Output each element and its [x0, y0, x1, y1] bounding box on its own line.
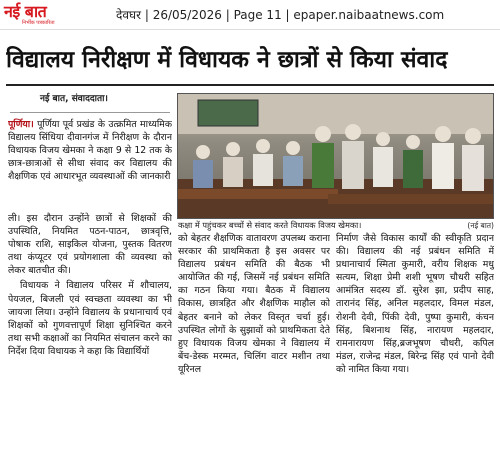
article-lead-text: पूर्णिया पूर्व प्रखंड के उत्क्रमित माध्यमिक विद्यालय सिंधिया दीवानगंज में निरीक्षण के दौरान विधायक विजय खेमका ने कक्षा 9 से 12 तक के छात्र-छात्राओं से सीधा संवाद कर विद्यालय की शैक्षणिक एवं आधारभूत व्यवस्थाओं की जानकारी — [8, 119, 172, 183]
article-column-1 — [8, 212, 172, 458]
byline-divider — [10, 112, 170, 113]
article-photo — [177, 93, 494, 219]
newspaper-logo — [4, 1, 112, 29]
masthead — [0, 0, 500, 30]
article-paragraph: ली। इस दौरान उन्होंने छात्रों से शिक्षकों की उपस्थिति, नियमित पठन-पाठन, छात्रवृत्ति, पोषाक राशि, साइकिल योजना, पुस्तक वितरण तथा कंप्यूटर एवं प्रयोगशाला की व्यवस्था को लेकर बातचीत की। — [8, 213, 172, 277]
page-number: Page 11 — [233, 8, 282, 22]
photo-caption-text: कक्षा में पहुंचकर बच्चों से संवाद करते विधायक विजय खेमका। — [178, 220, 362, 230]
logo-tagline: निर्भीक पत्रकारिता — [22, 20, 55, 26]
meta-separator: | — [281, 8, 294, 22]
meta-separator: | — [141, 8, 153, 22]
meta-separator: | — [221, 8, 234, 22]
edition-date: 26/05/2026 — [152, 8, 222, 22]
edition-meta — [116, 6, 444, 23]
article-column-2 — [178, 232, 330, 458]
photo-credit: (नई बात) — [467, 221, 494, 230]
article-paragraph: निर्माण जैसे विकास कार्यों की स्वीकृति प्रदान की। विद्यालय की नई प्रबंधन समिति में प्रधानाचार्य स्मिता कुमारी, वरीय शिक्षक मधु सत्यम, शिक्षा प्रेमी शशी भूषण चौधरी सहित आमंत्रित सदस्य डॉ. सुरेश झा, प्रदीप साह, तारानंद सिंह, अनिल महलदार, विमल मंडल, रोशनी देवी, पिंकी देवी, पुष्पा कुमारी, कंचन सिंह, बिशनाथ सिंह, नारायण महलदार, रामनारायण सिंह,ब्रजभूषण चौधरी, कपिल मंडल, राजेन्द्र मंडल, बिरेन्द्र सिंह एवं पानो देवी को नामित किया गया। — [336, 233, 494, 375]
article-headline: विद्यालय निरीक्षण में विधायक ने छात्रों से किया संवाद — [6, 36, 494, 86]
edition-city: देवघर — [116, 8, 142, 22]
classroom-photo-illustration — [178, 94, 494, 219]
article-column-1-top — [8, 118, 172, 210]
logo-text: नई बात — [4, 2, 47, 21]
photo-caption — [178, 220, 494, 231]
article-dateline: पूर्णिया। — [8, 119, 34, 130]
article-byline: नई बात, संवाददाता। — [40, 94, 108, 104]
article-column-3 — [336, 232, 494, 458]
article-paragraph: को बेहतर शैक्षणिक वातावरण उपलब्ध कराना सरकार की प्राथमिकता है इस अवसर पर विद्यालय प्रबंधन समिति की बैठक भी आयोजित की गई, जिसमें नई प्रबंधन समिति का गठन किया गया। बैठक में विद्यालय विकास, छात्रहित और शैक्षणिक माहौल को बेहतर बनाने को लेकर विस्तृत चर्चा हुई। उपस्थित लोगों के सुझावों को प्राथमिकता देते हुए विधायक विजय खेमका ने विद्यालय में बेंच-डेस्क मरम्मत, चिलिंग वाटर मशीन तथा यूरिनल — [178, 233, 330, 375]
epaper-url[interactable]: epaper.naibaatnews.com — [293, 8, 445, 22]
article-paragraph: विधायक ने विद्यालय परिसर में शौचालय, पेयजल, बिजली एवं स्वच्छता व्यवस्था का भी जायजा लिया। उन्होंने विद्यालय के प्रधानाचार्य एवं शिक्षकों को गुणवत्तापूर्ण शिक्षा सुनिश्चित करने तथा सभी कक्षाओं का नियमित संचालन करने का निर्देश दिया विधायक ने कहा कि विद्यार्थियों — [8, 280, 172, 357]
